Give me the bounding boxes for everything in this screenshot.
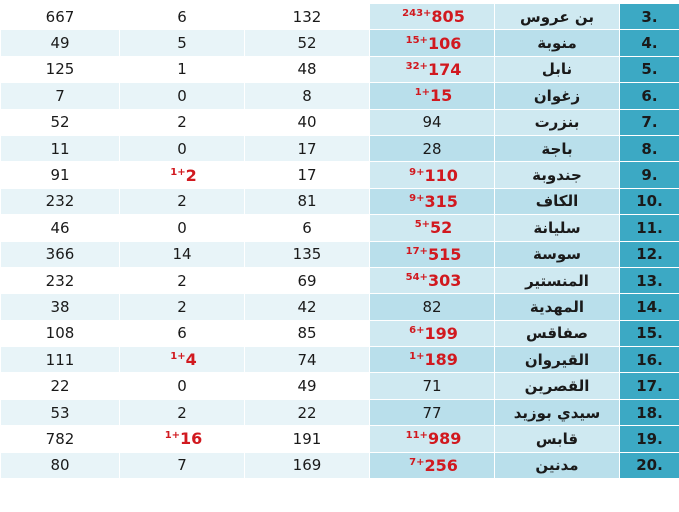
deaths-count-value: 2 [177, 192, 187, 211]
active-count: 80 [1, 452, 120, 478]
deaths-count-value: 0 [177, 377, 187, 396]
confirmed-cases-cell [370, 399, 495, 425]
confirmed-cases-value: 174 [427, 59, 462, 79]
delta-badge: 17+ [405, 245, 428, 257]
delta-badge: 11+ [405, 430, 428, 442]
deaths-count-cell [120, 56, 245, 82]
deaths-count-value: 7 [177, 456, 187, 475]
deaths-count-value: 1 [177, 60, 187, 79]
deaths-count-value: 2 [177, 113, 187, 132]
active-count: 7 [1, 83, 120, 109]
deaths-count-value: 2 [177, 297, 187, 316]
active-count: 38 [1, 294, 120, 320]
active-count: 49 [1, 30, 120, 56]
deaths-count-cell [120, 162, 245, 188]
active-count: 667 [1, 4, 120, 30]
recovered-count: 42 [245, 294, 370, 320]
active-count: 46 [1, 215, 120, 241]
recovered-count: 49 [245, 373, 370, 399]
confirmed-cases-cell [370, 109, 495, 135]
recovered-count: 132 [245, 4, 370, 30]
confirmed-cases-value: 303 [427, 271, 462, 291]
table-row [1, 426, 679, 452]
table-row [1, 30, 679, 56]
active-count: 91 [1, 162, 120, 188]
table-row [1, 267, 679, 293]
governorate-name: القيروان [495, 347, 620, 373]
recovered-count: 40 [245, 109, 370, 135]
confirmed-cases-value: 805 [431, 7, 465, 27]
delta-badge: 243+ [402, 8, 432, 20]
deaths-count-cell [120, 294, 245, 320]
row-index: 12. [620, 241, 679, 267]
table-row [1, 347, 679, 373]
deaths-count-value: 0 [177, 218, 187, 237]
row-index: 20. [620, 452, 679, 478]
deaths-count-cell [120, 452, 245, 478]
confirmed-cases-cell [370, 241, 495, 267]
row-index: 9. [620, 162, 679, 188]
confirmed-cases-cell [370, 294, 495, 320]
table-row [1, 135, 679, 161]
delta-badge: 9+ [409, 192, 425, 204]
table-row [1, 162, 679, 188]
row-index: 4. [620, 30, 679, 56]
active-count: 22 [1, 373, 120, 399]
delta-badge: 1+ [164, 430, 181, 442]
confirmed-cases-value: 315 [424, 191, 458, 211]
confirmed-cases-value: 189 [424, 350, 458, 370]
active-count: 52 [1, 109, 120, 135]
governorate-name: مدنين [495, 452, 620, 478]
confirmed-cases-value: 71 [422, 377, 442, 396]
confirmed-cases-cell [370, 267, 495, 293]
row-index: 16. [620, 347, 679, 373]
delta-badge: 54+ [405, 272, 428, 284]
confirmed-cases-cell [370, 30, 495, 56]
delta-badge: 1+ [409, 351, 425, 363]
delta-badge: 7+ [409, 456, 425, 468]
deaths-count-cell [120, 267, 245, 293]
deaths-count-cell [120, 30, 245, 56]
recovered-count: 48 [245, 56, 370, 82]
table-row [1, 83, 679, 109]
deaths-count-cell [120, 188, 245, 214]
deaths-count-value: 4 [185, 350, 197, 370]
deaths-count-value: 16 [180, 429, 203, 449]
governorate-name: القصرين [495, 373, 620, 399]
confirmed-cases-value: 989 [427, 429, 462, 449]
deaths-count-value: 5 [177, 34, 187, 53]
delta-badge: 9+ [409, 166, 425, 178]
row-index: 5. [620, 56, 679, 82]
confirmed-cases-cell [370, 56, 495, 82]
delta-badge: 1+ [170, 351, 186, 363]
confirmed-cases-value: 106 [427, 33, 462, 53]
recovered-count: 81 [245, 188, 370, 214]
active-count: 232 [1, 188, 120, 214]
active-count: 782 [1, 426, 120, 452]
deaths-count-cell [120, 347, 245, 373]
confirmed-cases-cell [370, 373, 495, 399]
confirmed-cases-value: 94 [422, 113, 442, 132]
deaths-count-cell [120, 373, 245, 399]
recovered-count: 135 [245, 241, 370, 267]
table-row [1, 188, 679, 214]
confirmed-cases-value: 199 [424, 323, 458, 343]
governorate-name: المنستير [495, 267, 620, 293]
deaths-count-cell [120, 241, 245, 267]
deaths-count-cell [120, 399, 245, 425]
deaths-count-cell [120, 135, 245, 161]
table-row [1, 241, 679, 267]
governorate-name: زغوان [495, 83, 620, 109]
row-index: 18. [620, 399, 679, 425]
governorate-name: الكاف [495, 188, 620, 214]
confirmed-cases-value: 515 [427, 244, 462, 264]
confirmed-cases-cell [370, 426, 495, 452]
confirmed-cases-value: 110 [424, 165, 458, 185]
confirmed-cases-value: 15 [430, 86, 453, 106]
table-row [1, 215, 679, 241]
governorate-name: منوبة [495, 30, 620, 56]
confirmed-cases-value: 256 [424, 455, 458, 475]
delta-badge: 32+ [405, 60, 428, 72]
deaths-count-cell [120, 426, 245, 452]
deaths-count-value: 6 [177, 324, 187, 343]
confirmed-cases-cell [370, 320, 495, 346]
table-row [1, 294, 679, 320]
governorate-name: باجة [495, 135, 620, 161]
recovered-count: 17 [245, 162, 370, 188]
table-row [1, 399, 679, 425]
confirmed-cases-value: 28 [422, 139, 442, 158]
active-count: 108 [1, 320, 120, 346]
deaths-count-value: 14 [172, 245, 192, 264]
confirmed-cases-cell [370, 188, 495, 214]
row-index: 11. [620, 215, 679, 241]
governorate-name: صفاقس [495, 320, 620, 346]
active-count: 232 [1, 267, 120, 293]
governorate-name: بن عروس [495, 4, 620, 30]
deaths-count-cell [120, 215, 245, 241]
recovered-count: 85 [245, 320, 370, 346]
confirmed-cases-cell [370, 4, 495, 30]
row-index: 6. [620, 83, 679, 109]
deaths-count-cell [120, 4, 245, 30]
recovered-count: 17 [245, 135, 370, 161]
governorate-name: سوسة [495, 241, 620, 267]
deaths-count-value: 2 [177, 271, 187, 290]
confirmed-cases-cell [370, 135, 495, 161]
governorate-name: بنزرت [495, 109, 620, 135]
active-count: 53 [1, 399, 120, 425]
active-count: 11 [1, 135, 120, 161]
recovered-count: 8 [245, 83, 370, 109]
active-count: 366 [1, 241, 120, 267]
deaths-count-value: 2 [185, 165, 197, 185]
recovered-count: 52 [245, 30, 370, 56]
confirmed-cases-cell [370, 452, 495, 478]
table-row [1, 4, 679, 30]
confirmed-cases-cell [370, 347, 495, 373]
deaths-count-cell [120, 320, 245, 346]
confirmed-cases-value: 77 [422, 403, 442, 422]
governorate-name: قابس [495, 426, 620, 452]
row-index: 7. [620, 109, 679, 135]
delta-badge: 1+ [414, 87, 431, 99]
delta-badge: 5+ [414, 219, 431, 231]
deaths-count-cell [120, 83, 245, 109]
recovered-count: 6 [245, 215, 370, 241]
deaths-count-value: 0 [177, 139, 187, 158]
governorate-statistics-table [0, 3, 679, 479]
table-row [1, 373, 679, 399]
deaths-count-value: 2 [177, 403, 187, 422]
active-count: 125 [1, 56, 120, 82]
row-index: 13. [620, 267, 679, 293]
deaths-count-cell [120, 109, 245, 135]
deaths-count-value: 6 [177, 7, 187, 26]
row-index: 10. [620, 188, 679, 214]
recovered-count: 74 [245, 347, 370, 373]
confirmed-cases-value: 82 [422, 297, 442, 316]
confirmed-cases-cell [370, 83, 495, 109]
delta-badge: 6+ [409, 324, 425, 336]
governorate-name: سليانة [495, 215, 620, 241]
row-index: 15. [620, 320, 679, 346]
confirmed-cases-cell [370, 215, 495, 241]
row-index: 17. [620, 373, 679, 399]
recovered-count: 191 [245, 426, 370, 452]
table-row [1, 56, 679, 82]
recovered-count: 169 [245, 452, 370, 478]
governorate-name: المهدية [495, 294, 620, 320]
confirmed-cases-cell [370, 162, 495, 188]
table-row [1, 320, 679, 346]
active-count: 111 [1, 347, 120, 373]
confirmed-cases-value: 52 [430, 218, 453, 238]
governorate-name: سيدي بوزيد [495, 399, 620, 425]
recovered-count: 22 [245, 399, 370, 425]
table-row [1, 452, 679, 478]
row-index: 14. [620, 294, 679, 320]
deaths-count-value: 0 [177, 86, 187, 105]
governorate-name: جندوبة [495, 162, 620, 188]
delta-badge: 1+ [170, 166, 186, 178]
table-row [1, 109, 679, 135]
table-body [1, 4, 679, 479]
recovered-count: 69 [245, 267, 370, 293]
delta-badge: 15+ [405, 34, 428, 46]
row-index: 19. [620, 426, 679, 452]
row-index: 8. [620, 135, 679, 161]
row-index: 3. [620, 4, 679, 30]
governorate-name: نابل [495, 56, 620, 82]
